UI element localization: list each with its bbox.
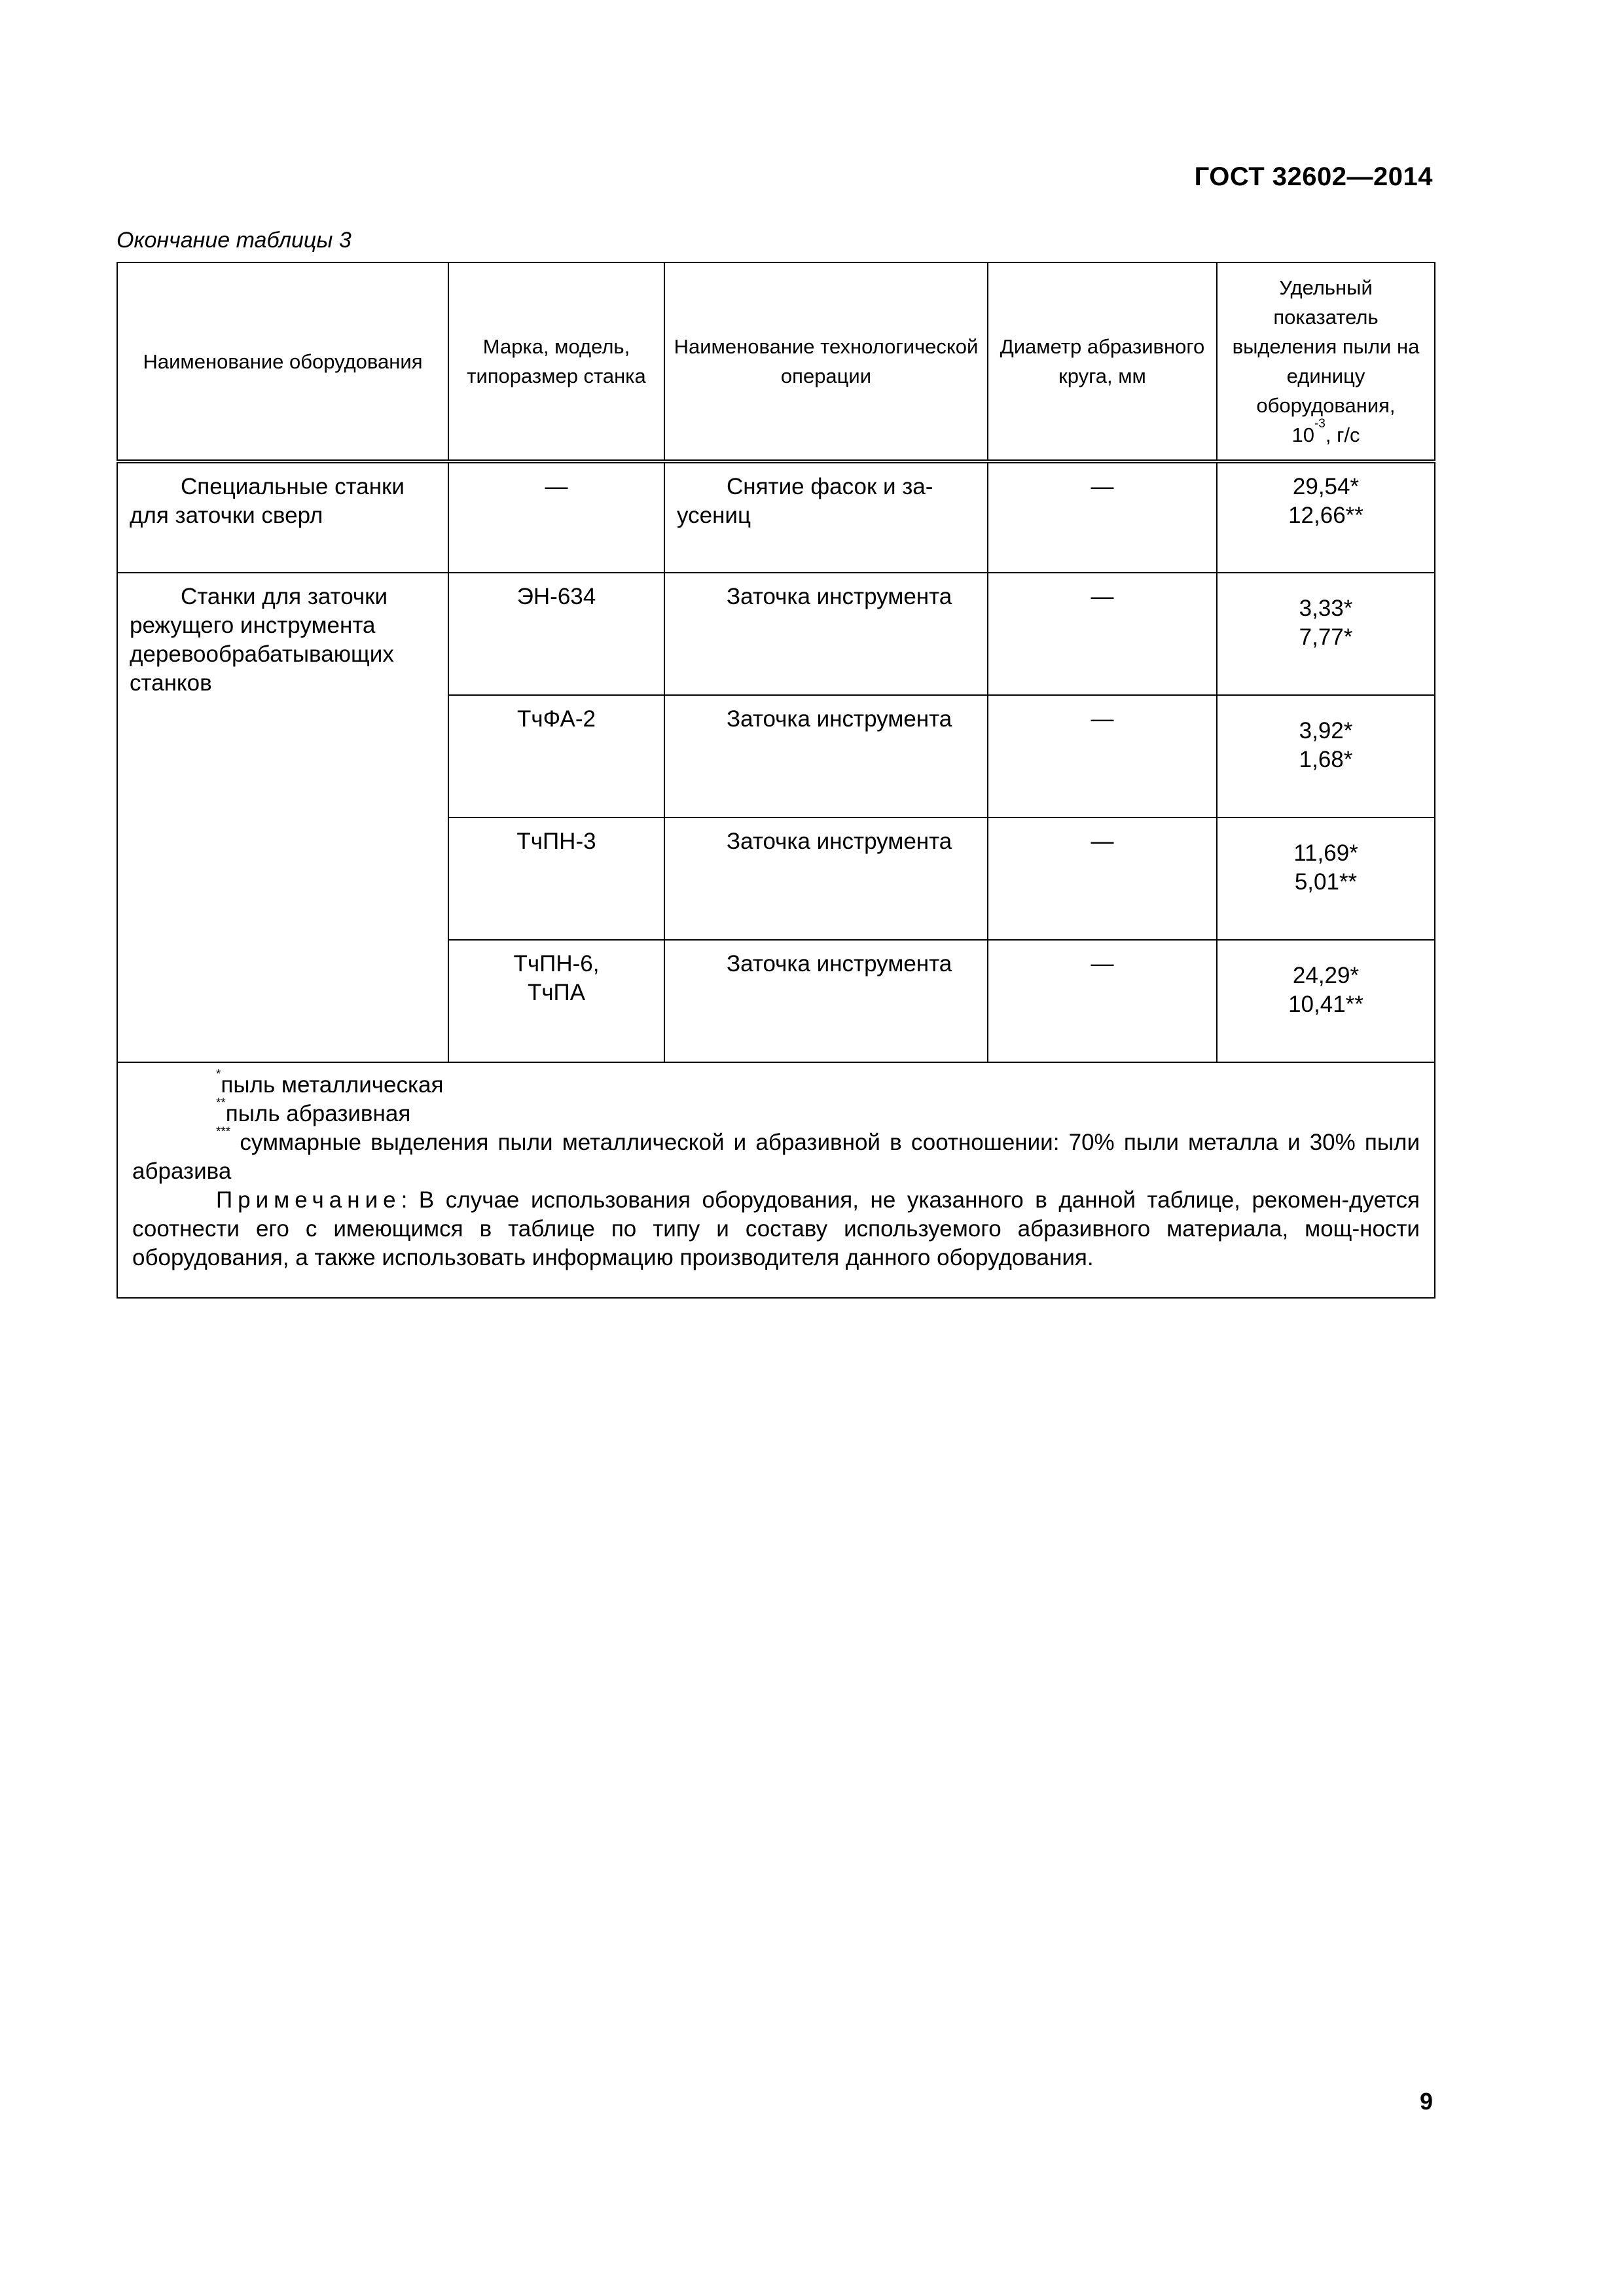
cell-diameter: —	[988, 940, 1217, 1062]
page-number: 9	[1419, 2088, 1433, 2115]
cell-value: 24,29* 10,41**	[1217, 940, 1435, 1062]
cell-model: ТчПН-3	[448, 817, 664, 940]
cell-model: ЭН-634	[448, 573, 664, 695]
cell-equipment-group: Станки для заточки режущего инструмента деревообрабатывающих станков	[117, 573, 448, 1062]
table-footnotes-row	[117, 1062, 1435, 1298]
cell-diameter: —	[988, 461, 1217, 573]
cell-diameter: —	[988, 817, 1217, 940]
header-indicator: Удельный показатель выделения пыли на единицу оборудования, $10^{-3}$, г/с	[1217, 262, 1435, 461]
table-row	[117, 573, 1435, 695]
cell-operation: Заточка инструмента	[664, 940, 988, 1062]
note-label: Примечание	[216, 1187, 401, 1213]
document-code: ГОСТ 32602—2014	[1194, 162, 1433, 191]
cell-model: ТчПН-6, ТчПА	[448, 940, 664, 1062]
header-model: Марка, модель, типоразмер станка	[448, 262, 664, 461]
footnote-3: *** суммарные выделения пыли металлической и абразивной в соотношении: 70% пыли металла и 30% пыли абразива	[132, 1125, 1420, 1184]
cell-diameter: —	[988, 573, 1217, 695]
cell-model: —	[448, 461, 664, 573]
table-footnotes	[117, 1062, 1435, 1298]
table-row	[117, 461, 1435, 573]
footnote-1: *пыль металлическая	[216, 1067, 444, 1098]
cell-model: ТчФА-2	[448, 695, 664, 817]
note-text: : В случае использования оборудования, не указанного в данной таблице, рекомен-дуется соотнести его с имеющимся в таблице по типу и составу используемого абразивного материала, мощ-ности оборудования, а также использовать информацию производителя данного оборудования.	[132, 1187, 1420, 1270]
cell-operation: Заточка инструмента	[664, 695, 988, 817]
cell-operation: Заточка инструмента	[664, 817, 988, 940]
table-note	[132, 1186, 1420, 1272]
cell-value: 11,69* 5,01**	[1217, 817, 1435, 940]
cell-diameter: —	[988, 695, 1217, 817]
header-equipment: Наименование оборудования	[117, 262, 448, 461]
table-caption: Окончание таблицы 3	[117, 228, 352, 253]
cell-operation: Заточка инструмента	[664, 573, 988, 695]
cell-value: 29,54* 12,66**	[1217, 461, 1435, 573]
dust-emission-table	[117, 262, 1435, 1299]
cell-value: 3,92* 1,68*	[1217, 695, 1435, 817]
header-diameter: Диаметр абразивного круга, мм	[988, 262, 1217, 461]
cell-equipment: Специальные станки для заточки сверл	[117, 461, 448, 573]
table-header-row	[117, 262, 1435, 461]
cell-value: 3,33* 7,77*	[1217, 573, 1435, 695]
header-operation: Наименование технологической операции	[664, 262, 988, 461]
cell-operation: Снятие фасок и за-усениц	[664, 461, 988, 573]
footnote-2: **пыль абразивная	[216, 1096, 411, 1126]
